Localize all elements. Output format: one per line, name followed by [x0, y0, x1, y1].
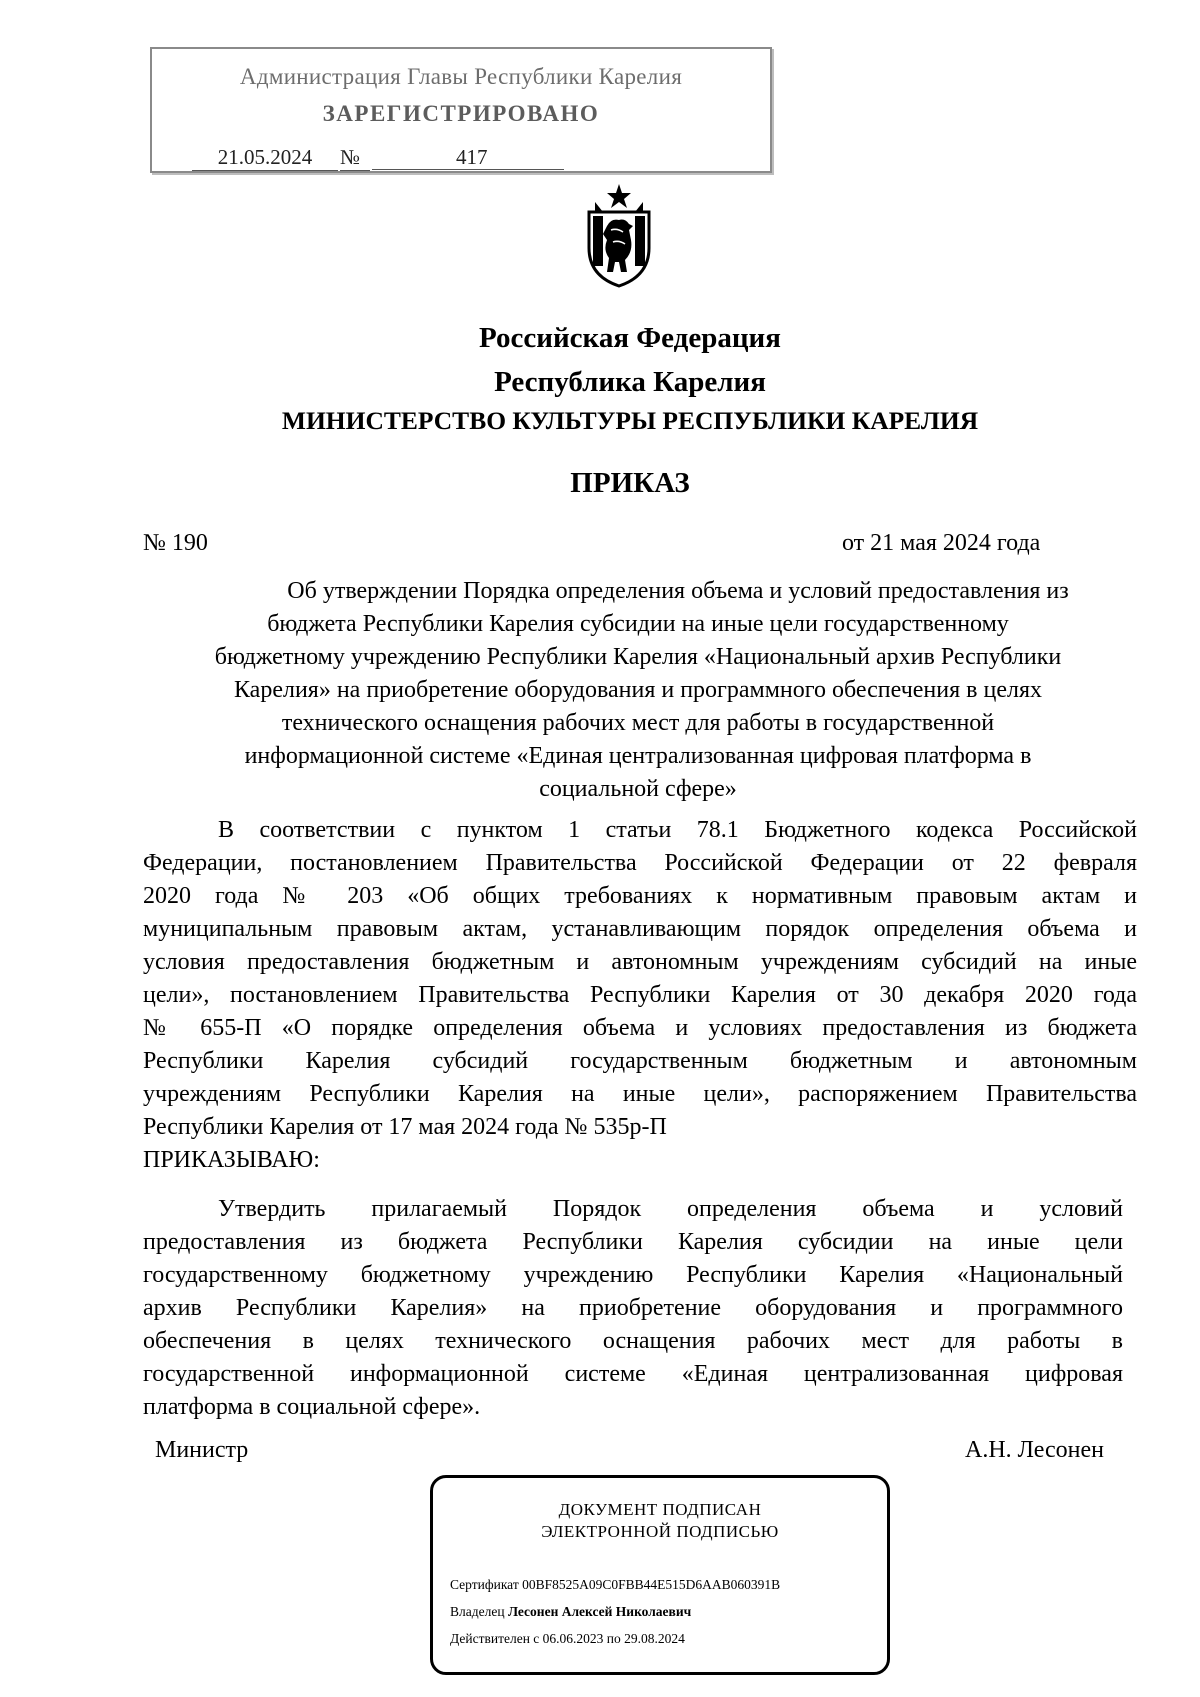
- preamble-paragraph: [143, 814, 1137, 1144]
- decision-line: государственной информационной системе «Единая централизованная цифровая: [143, 1361, 1123, 1387]
- registration-stamp: [150, 47, 772, 173]
- karelia-coat-of-arms-icon: [581, 182, 657, 290]
- preamble-line: Республики Карелия субсидий государственным бюджетным и автономным: [143, 1048, 1137, 1074]
- esign-owner-label: Владелец: [450, 1604, 505, 1619]
- decision-line: предоставления из бюджета Республики Карелия субсидии на иные цели: [143, 1229, 1123, 1255]
- preamble-line: условия предоставления бюджетным и автономным учреждениям субсидий на иные: [143, 949, 1137, 975]
- decision-line: архив Республики Карелия» на приобретение оборудования и программного: [143, 1295, 1123, 1321]
- preamble-line: В соответствии с пунктом 1 статьи 78.1 Бюджетного кодекса Российской: [218, 817, 1137, 843]
- esign-valid-from: 06.06.2023: [542, 1631, 604, 1646]
- esign-certificate: [450, 1577, 780, 1593]
- preamble-line: Республики Карелия от 17 мая 2024 года № 535р-П: [143, 1114, 667, 1140]
- preamble-line: учреждениям Республики Карелия на иные цели», распоряжением Правительства: [143, 1081, 1137, 1107]
- registration-date: 21.05.2024: [192, 144, 338, 171]
- decision-line: Утвердить прилагаемый Порядок определения объема и условий: [218, 1196, 1123, 1222]
- esign-valid-label: Действителен с: [450, 1631, 540, 1646]
- signer-position: Министр: [155, 1437, 249, 1463]
- signer-name: А.Н. Лесонен: [965, 1437, 1105, 1463]
- registration-status: ЗАРЕГИСТРИРОВАНО: [322, 101, 600, 126]
- preamble-line: Федерации, постановлением Правительства Российской Федерации от 22 февраля: [143, 850, 1137, 876]
- esign-valid-to: 29.08.2024: [624, 1631, 685, 1646]
- decision-line: обеспечения в целях технического оснащения рабочих мест для работы в: [143, 1328, 1123, 1354]
- registration-number-symbol: №: [340, 144, 370, 171]
- title-line: бюджетному учреждению Республики Карелия «Национальный архив Республики: [214, 644, 1062, 670]
- title-line: Карелия» на приобретение оборудования и программного обеспечения в целях: [233, 677, 1042, 703]
- header-ministry: МИНИСТЕРСТВО КУЛЬТУРЫ РЕСПУБЛИКИ КАРЕЛИЯ: [281, 406, 979, 435]
- decision-line: платформа в социальной сфере».: [143, 1394, 481, 1420]
- order-date: от 21 мая 2024 года: [842, 530, 1041, 556]
- esign-validity: [450, 1631, 685, 1647]
- order-directive-word: ПРИКАЗЫВАЮ:: [143, 1147, 320, 1173]
- header-country: Российская Федерация: [479, 322, 781, 354]
- preamble-line: муниципальным правовым актам, устанавливающим порядок определения объема и: [143, 916, 1137, 942]
- title-line: Об утверждении Порядка определения объема и условий предоставления из: [287, 578, 1069, 604]
- registration-organization: Администрация Главы Республики Карелия: [239, 64, 683, 89]
- document-type: ПРИКАЗ: [570, 467, 690, 499]
- title-line: бюджета Республики Карелия субсидии на иные цели государственному: [267, 611, 1009, 637]
- title-line: социальной сфере»: [539, 776, 737, 802]
- decision-paragraph: [143, 1193, 1123, 1424]
- header-region: Республика Карелия: [494, 366, 766, 398]
- title-line: информационной системе «Единая централизованная цифровая платформа в: [244, 743, 1032, 769]
- title-line: технического оснащения рабочих мест для работы в государственной: [281, 710, 995, 736]
- esign-valid-to-label: по: [606, 1631, 621, 1646]
- esign-title-line1: ДОКУМЕНТ ПОДПИСАН: [558, 1500, 762, 1519]
- registration-number: 417: [372, 144, 564, 170]
- preamble-line: 2020 года № 203 «Об общих требованиях к нормативным правовым актам и: [143, 883, 1137, 909]
- esign-cert-label: Сертификат: [450, 1577, 519, 1592]
- preamble-line: цели», постановлением Правительства Республики Карелия от 30 декабря 2020 года: [143, 982, 1137, 1008]
- esign-cert-value: 00BF8525A09C0FBB44E515D6AAB060391B: [522, 1577, 781, 1592]
- decision-line: государственному бюджетному учреждению Республики Карелия «Национальный: [143, 1262, 1123, 1288]
- electronic-signature-stamp: [430, 1475, 890, 1675]
- order-title: [143, 575, 1133, 806]
- preamble-line: № 655-П «О порядке определения объема и условиях предоставления из бюджета: [143, 1015, 1137, 1041]
- esign-owner-value: Лесонен Алексей Николаевич: [507, 1604, 692, 1619]
- esign-owner: [450, 1604, 691, 1620]
- order-number: № 190: [143, 530, 208, 556]
- esign-title-line2: ЭЛЕКТРОННОЙ ПОДПИСЬЮ: [541, 1522, 779, 1541]
